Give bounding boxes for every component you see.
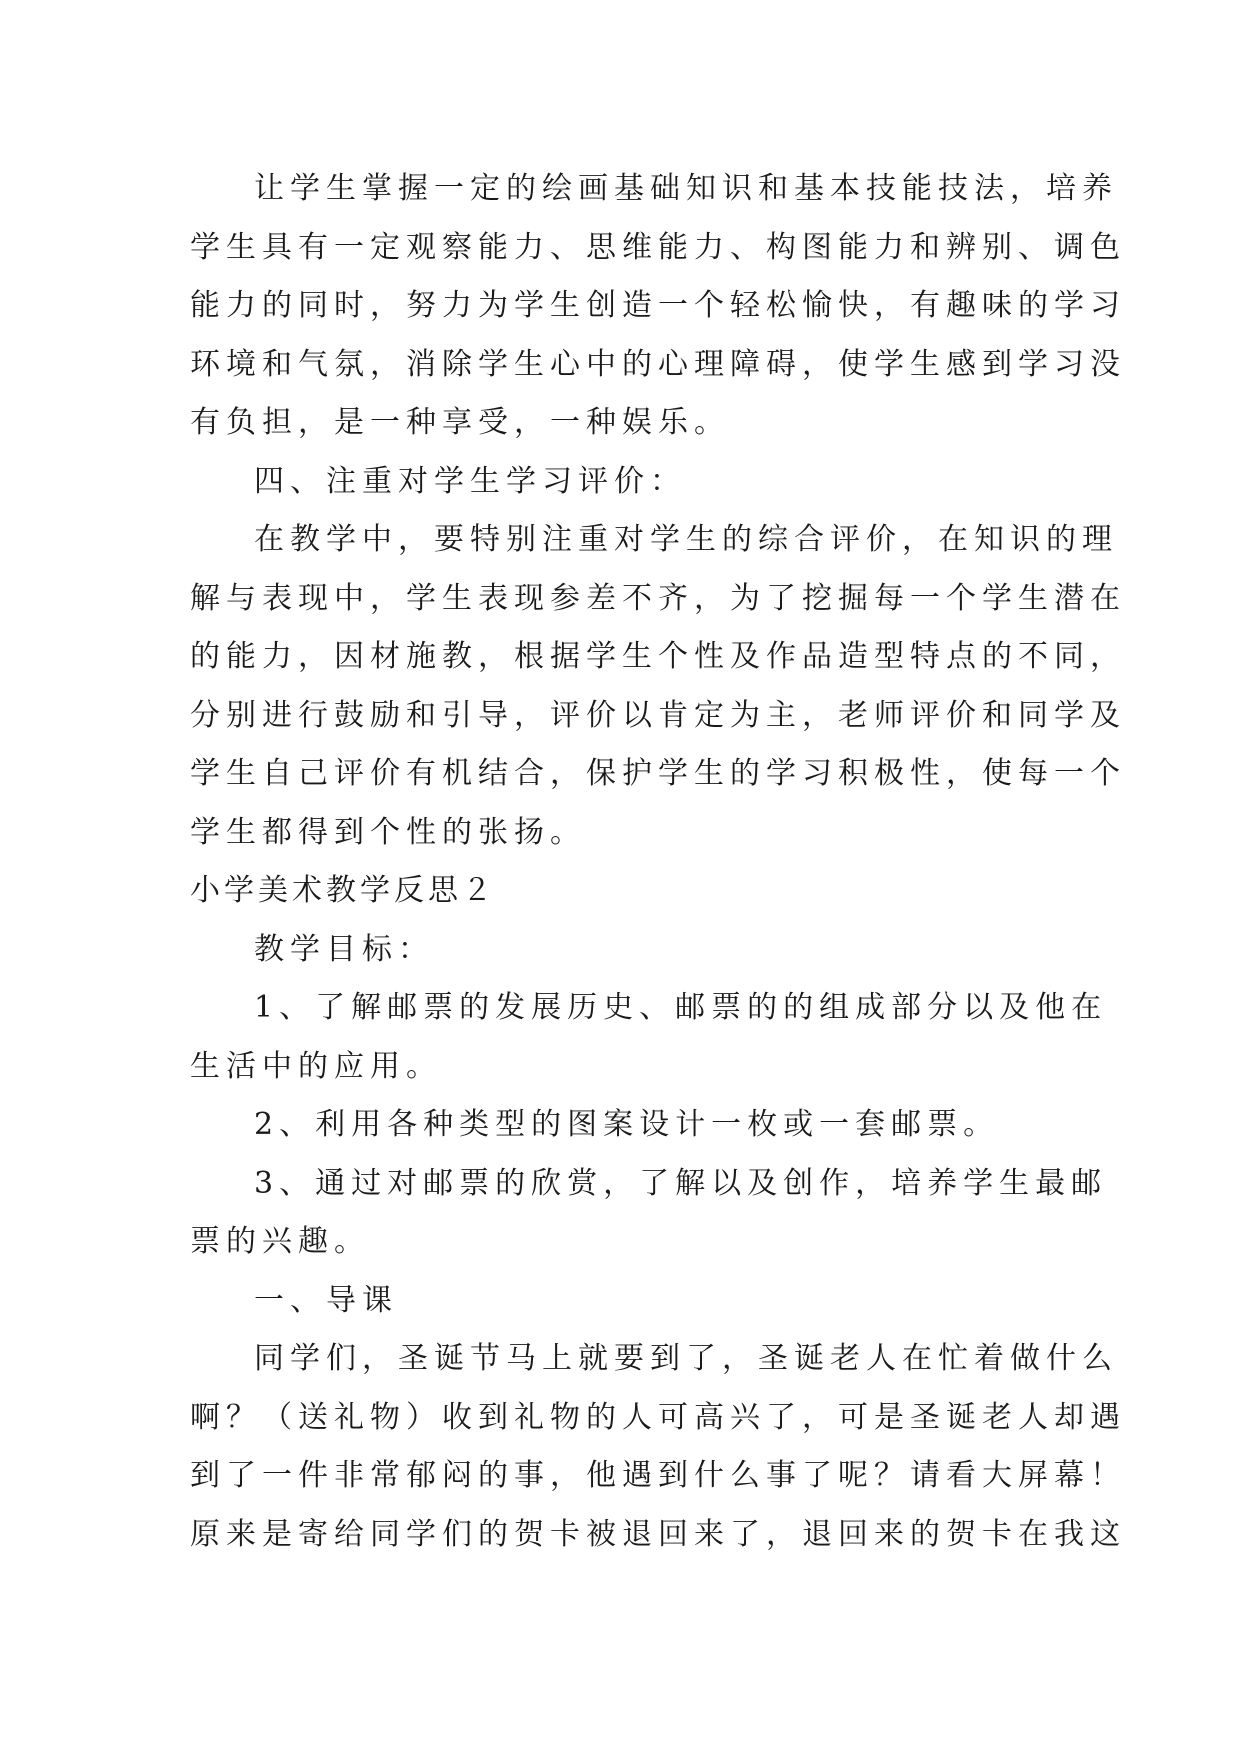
paragraph-line: 啊？（送礼物）收到礼物的人可高兴了，可是圣诞老人却遇 xyxy=(190,1399,1126,1435)
paragraph-line: 学生具有一定观察能力、思维能力、构图能力和辨别、调色 xyxy=(190,229,1126,265)
list-item: 3、通过对邮票的欣赏，了解以及创作，培养学生最邮 xyxy=(254,1165,1108,1201)
document-title: 小学美术教学反思２ xyxy=(190,873,496,908)
list-item: 1、了解邮票的发展历史、邮票的的组成部分以及他在 xyxy=(254,990,1108,1025)
paragraph-line: 的能力，因材施教，根据学生个性及作品造型特点的不同， xyxy=(190,639,1126,674)
section-heading: 四、注重对学生学习评价： xyxy=(254,463,686,499)
paragraph-line: 同学们，圣诞节马上就要到了，圣诞老人在忙着做什么 xyxy=(254,1341,1118,1376)
section-heading: 一、导课 xyxy=(254,1282,398,1318)
paragraph-line: 有负担，是一种享受，一种娱乐。 xyxy=(190,405,730,440)
paragraph-line: 到了一件非常郁闷的事，他遇到什么事了呢？请看大屏幕！ xyxy=(190,1458,1126,1493)
paragraph-line: 解与表现中，学生表现参差不齐，为了挖掘每一个学生潜在 xyxy=(190,580,1126,616)
paragraph-line: 学生都得到个性的张扬。 xyxy=(190,814,586,850)
paragraph-line: 分别进行鼓励和引导，评价以肯定为主，老师评价和同学及 xyxy=(190,697,1126,733)
paragraph-line: 让学生掌握一定的绘画基础知识和基本技能技法，培养 xyxy=(254,171,1118,206)
paragraph-line: 环境和气氛，消除学生心中的心理障碍，使学生感到学习没 xyxy=(190,346,1126,382)
list-item: 2、利用各种类型的图案设计一枚或一套邮票。 xyxy=(254,1107,1000,1142)
paragraph-line: 学生自己评价有机结合，保护学生的学习积极性，使每一个 xyxy=(190,756,1126,791)
paragraph-line: 票的兴趣。 xyxy=(190,1224,370,1259)
paragraph-line: 原来是寄给同学们的贺卡被退回来了，退回来的贺卡在我这 xyxy=(190,1516,1126,1552)
document-body xyxy=(190,160,1126,1564)
paragraph-line: 生活中的应用。 xyxy=(190,1048,442,1084)
section-heading: 教学目标： xyxy=(254,931,434,967)
paragraph-line: 在教学中，要特别注重对学生的综合评价，在知识的理 xyxy=(254,522,1118,557)
paragraph-line: 能力的同时，努力为学生创造一个轻松愉快，有趣味的学习 xyxy=(190,288,1126,323)
